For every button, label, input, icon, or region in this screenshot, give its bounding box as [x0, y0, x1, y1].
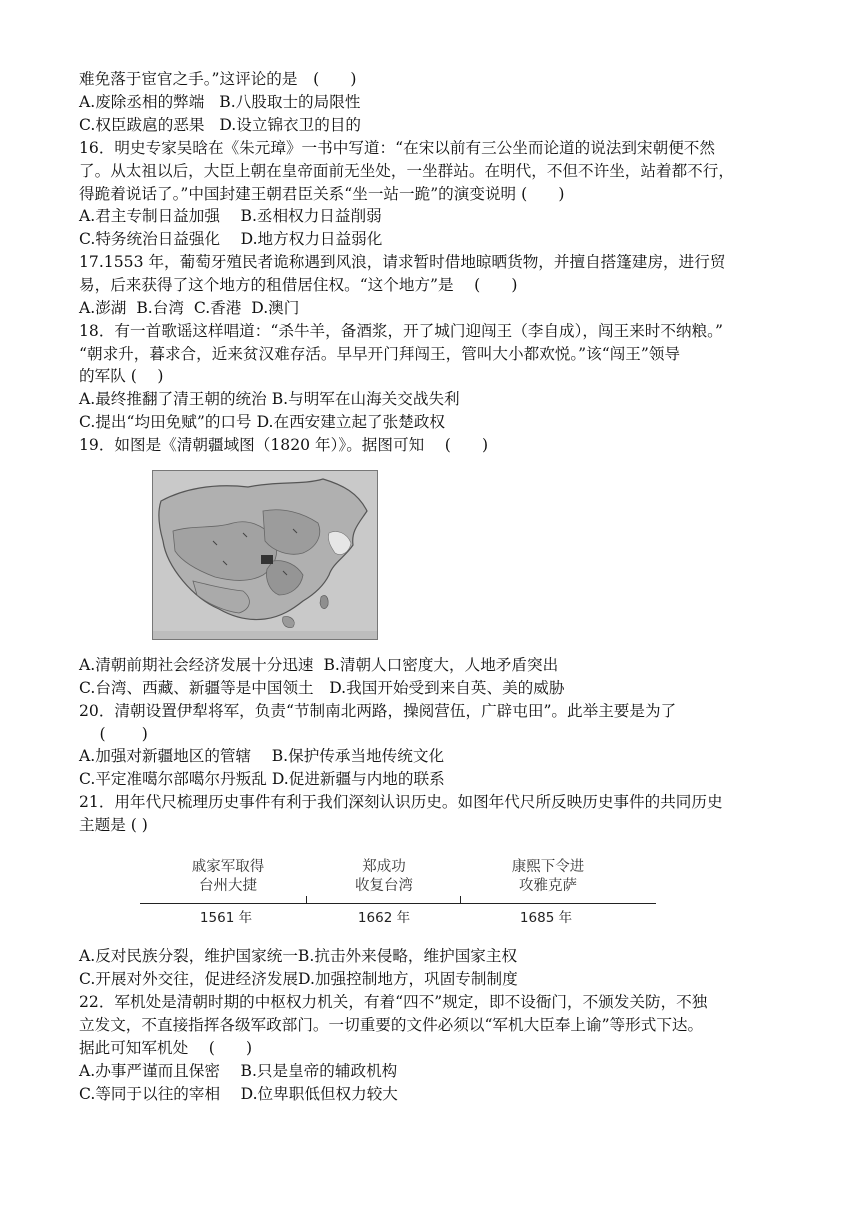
q20-options-cd: C.平定准噶尔部噶尔丹叛乱 D.促进新疆与内地的联系: [79, 770, 445, 788]
timeline-event-1-line2: 台州大捷: [199, 878, 257, 894]
timeline-event-3-line1: 康熙下令进: [511, 859, 585, 875]
q18-stem-line1: 18．有一首歌谣这样唱道：“杀牛羊，备酒浆，开了城门迎闯王（李自成），闯王来时不纳粮。”: [79, 322, 723, 340]
q16-stem-line1: 16．明史专家吴晗在《朱元璋》一书中写道：“在宋以前有三公坐而论道的说法到宋朝便不然: [79, 139, 715, 157]
q18-options-ab: A.最终推翻了清王朝的统治 B.与明军在山海关交战失利: [79, 390, 460, 408]
q17-stem-line2: 易，后来获得了这个地方的租借居住权。“这个地方”是 ( ): [79, 276, 518, 294]
q22-options-cd: C.等同于以往的宰相 D.位卑职低但权力较大: [79, 1085, 398, 1103]
q16-options-cd: C.特务统治日益强化 D.地方权力日益弱化: [79, 230, 383, 248]
timeline-tick-2: [460, 896, 461, 904]
timeline-year-2: 1662 年: [357, 910, 411, 926]
timeline-event-3: [480, 858, 616, 896]
q16-options-ab: A.君主专制日益加强 B.丞相权力日益削弱: [79, 207, 382, 225]
q21-stem-line1: 21．用年代尺梳理历史事件有利于我们深刻认识历史。如图年代尺所反映历史事件的共同历史: [79, 793, 723, 811]
q17-options: A.澎湖 B.台湾 C.香港 D.澳门: [79, 299, 300, 317]
timeline-event-1-line1: 戚家军取得: [191, 859, 265, 875]
q19-stem: 19．如图是《清朝疆域图（1820 年）》。据图可知 ( ): [79, 436, 489, 454]
q15-stem-end: 难免落于宦官之手。”这评论的是 ( ): [79, 70, 357, 88]
timeline-event-2-line1: 郑成功: [362, 859, 406, 875]
timeline-event-2: [316, 858, 452, 896]
q20-stem-line2: ( ): [79, 725, 148, 743]
timeline-axis: [140, 903, 656, 904]
q22-stem-line1: 22．军机处是清朝时期的中枢权力机关，有着“四不”规定，即不设衙门，不颁发关防，不独: [79, 993, 708, 1011]
q16-stem-line2: 了。从太祖以后，大臣上朝在皇帝面前无坐处，一坐群站。在明代，不但不许坐，站着都不行，: [79, 162, 734, 180]
q17-stem-line1: 17.1553 年，葡萄牙殖民者诡称遇到风浪，请求暂时借地晾晒货物，并擅自搭篷建房，进行贸: [79, 253, 726, 271]
timeline-event-2-line2: 收复台湾: [355, 878, 413, 894]
q15-options-ab: A.废除丞相的弊端 B.八股取士的局限性: [79, 93, 361, 111]
q21-stem-line2: 主题是 ( ): [79, 816, 148, 834]
q22-stem-line3: 据此可知军机处 ( ): [79, 1039, 253, 1057]
q20-stem-line1: 20．清朝设置伊犁将军，负责“节制南北两路，操阅营伍，广辟屯田”。此举主要是为了: [79, 702, 677, 720]
q19-options-ab: A.清朝前期社会经济发展十分迅速 B.清朝人口密度大，人地矛盾突出: [79, 656, 559, 674]
q21-options-cd: C.开展对外交往，促进经济发展D.加强控制地方，巩固专制制度: [79, 970, 518, 988]
timeline-event-3-line2: 攻雅克萨: [519, 878, 577, 894]
q20-options-ab: A.加强对新疆地区的管辖 B.保护传承当地传统文化: [79, 747, 445, 765]
q18-options-cd: C.提出“均田免赋”的口号 D.在西安建立起了张楚政权: [79, 413, 446, 431]
timeline-tick-1: [306, 896, 307, 904]
q18-stem-line2: “朝求升，暮求合，近来贫汉难存活。早早开门拜闯王，管叫大小都欢悦。”该“闯王”领导: [79, 345, 681, 363]
q22-options-ab: A.办事严谨而且保密 B.只是皇帝的辅政机构: [79, 1062, 398, 1080]
timeline-event-1: [160, 858, 296, 896]
q19-options-cd: C.台湾、西藏、新疆等是中国领土 D.我国开始受到来自英、美的威胁: [79, 679, 565, 697]
q18-stem-line3: 的军队 ( ): [79, 367, 164, 385]
qing-territory-map-image: [152, 470, 378, 640]
q16-stem-line3: 得跪着说话了。”中国封建王朝君臣关系“坐一站一跪”的演变说明 ( ): [79, 185, 565, 203]
q22-stem-line2: 立发文，不直接指挥各级军政部门。一切重要的文件必须以“军机大臣奉上谕”等形式下达。: [79, 1016, 704, 1034]
q15-options-cd: C.权臣跋扈的恶果 D.设立锦衣卫的目的: [79, 116, 362, 134]
q21-options-ab: A.反对民族分裂，维护国家统一B.抗击外来侵略，维护国家主权: [79, 947, 518, 965]
timeline-year-3: 1685 年: [519, 910, 573, 926]
timeline-year-1: 1561 年: [199, 910, 253, 926]
